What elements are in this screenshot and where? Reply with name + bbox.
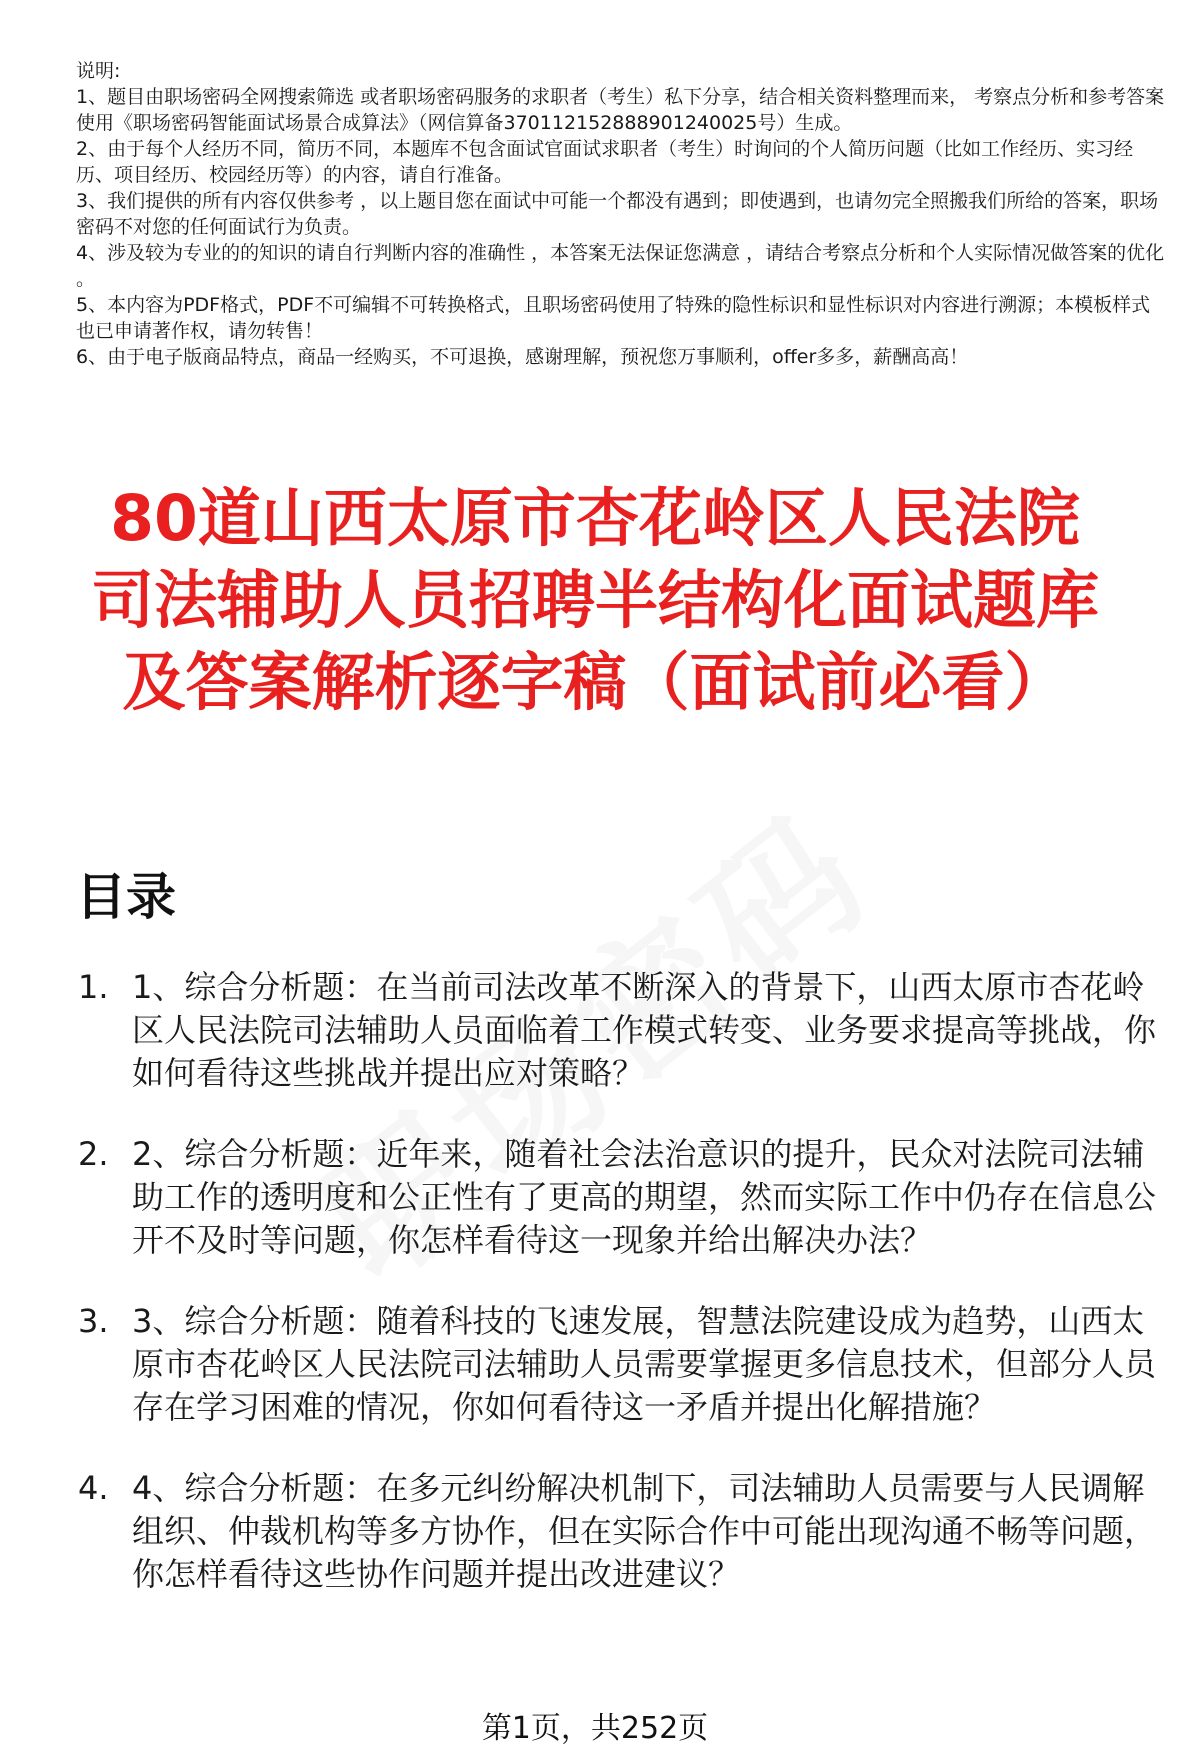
toc-heading: 目录 [76, 868, 176, 926]
toc-item-text: 4、综合分析题：在多元纠纷解决机制下，司法辅助人员需要与人民调解组织、仲裁机构等多方协作，但在实际合作中可能出现沟通不畅等问题，你怎样看待这些协作问题并提出改进建议？ [132, 1469, 1157, 1593]
notes-item: 4、涉及较为专业的的知识的请自行判断内容的准确性 ，本答案无法保证您满意 ，请结合考察点分析和个人实际情况做答案的优化 。 [76, 242, 1165, 290]
toc-item-text: 2、综合分析题：近年来，随着社会法治意识的提升，民众对法院司法辅助工作的透明度和公正性有了更高的期望，然而实际工作中仍存在信息公开不及时等问题，你怎样看待这一现象并给出解决办法？ [132, 1135, 1157, 1259]
notes-item: 5、本内容为PDF格式，PDF不可编辑不可转换格式，且职场密码使用了特殊的隐性标识和显性标识对内容进行溯源；本模板样式也已申请著作权，请勿转售！ [76, 294, 1151, 342]
document-title: 80道山西太原市杏花岭区人民法院司法辅助人员招聘半结构化面试题库及答案解析逐字稿（面试前必看） [91, 482, 1099, 719]
toc-item[interactable] [78, 1133, 1170, 1262]
table-of-contents [78, 966, 1170, 1634]
notes-heading: 说明: [76, 60, 121, 82]
toc-item-text: 3、综合分析题：随着科技的飞速发展，智慧法院建设成为趋势，山西太原市杏花岭区人民法院司法辅助人员需要掌握更多信息技术，但部分人员存在学习困难的情况，你如何看待这一矛盾并提出化解措施？ [132, 1302, 1157, 1426]
toc-item-number: 1. [78, 968, 109, 1006]
toc-item-number: 2. [78, 1135, 109, 1173]
toc-item-number: 4. [78, 1469, 109, 1507]
toc-item[interactable] [78, 1300, 1170, 1429]
page-footer: 第1页，共252页 [481, 1711, 709, 1746]
notes-item: 6、由于电子版商品特点，商品一经购买，不可退换，感谢理解，预祝您万事顺利，offer多多，薪酬高高！ [76, 346, 969, 368]
notes-item: 2、由于每个人经历不同，简历不同，本题库不包含面试官面试求职者（考生）时询问的个人简历问题（比如工作经历、实习经历、项目经历、校园经历等）的内容，请自行准备。 [76, 138, 1134, 186]
toc-item[interactable] [78, 1467, 1170, 1596]
toc-item-text: 1、综合分析题：在当前司法改革不断深入的背景下，山西太原市杏花岭区人民法院司法辅助人员面临着工作模式转变、业务要求提高等挑战，你如何看待这些挑战并提出应对策略？ [132, 968, 1157, 1092]
toc-item-number: 3. [78, 1302, 109, 1340]
toc-item[interactable] [78, 966, 1170, 1095]
notes-item: 1、题目由职场密码全网搜索筛选 或者职场密码服务的求职者（考生）私下分享，结合相关资料整理而来， 考察点分析和参考答案使用《职场密码智能面试场景合成算法》（网信算备370112152888901240025号）生成。 [76, 86, 1165, 134]
disclaimer-notes [76, 58, 1166, 370]
notes-item: 3、我们提供的所有内容仅供参考 ，以上题目您在面试中可能一个都没有遇到；即使遇到，也请勿完全照搬我们所给的答案，职场密码不对您的任何面试行为负责。 [76, 190, 1159, 238]
